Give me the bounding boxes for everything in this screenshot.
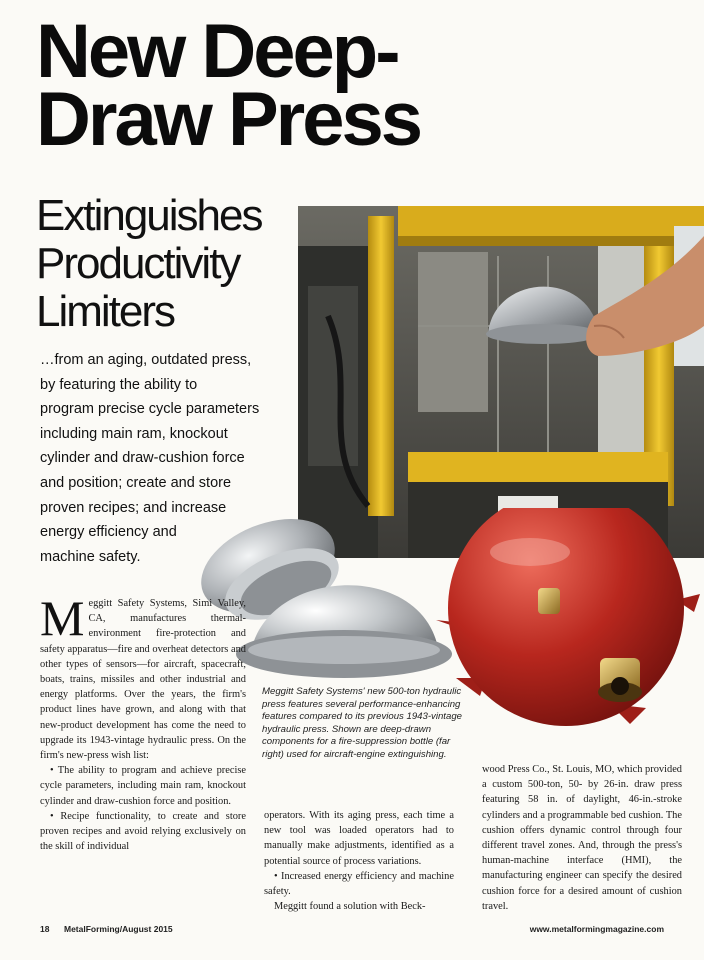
article-column-3 [482,762,682,914]
lede-line: cylinder and draw-cushion force [40,450,245,467]
lede-line: by featuring the ability to [40,376,198,393]
headline [36,9,421,162]
lede-line: energy efficiency and [40,524,177,541]
article-paragraph: • Recipe functionality, to create and store proven recipes and avoid relying exclusively on the skill of individual [40,810,246,853]
lede-line: proven recipes; and increase [40,499,227,516]
headline-line-2: Draw Press [36,77,421,162]
subheadline-line-2: Productivity [36,239,240,288]
paragraph-text: eggitt Safety Systems, Simi Valley, CA, manufactures thermal-environment fire-protection and safety apparatus—fire and overheat detectors and other types of sensors—for aircraft, spacecraft, boats, trains, missiles and other industrial and energy platforms. Over the years, the firm's product lines have grown, and along with that new-product development has come the need to upgrade its 1943-vintage hydraulic press. On the firm's new-press wish list: [40,598,246,762]
drop-cap: M [40,590,85,646]
article-column-2 [264,808,454,914]
article-paragraph [40,590,246,763]
lede-line: machine safety. [40,548,141,565]
article-paragraph: • Increased energy efficiency and machine safety. [264,870,454,898]
subheadline [36,192,261,336]
magazine-issue: MetalForming/August 2015 [64,924,173,934]
article-paragraph: Meggitt found a solution with Beck- [274,901,426,913]
photo-caption: Meggitt Safety Systems' new 500-ton hydraulic press features several performance-enhancing features compared to its previous 1943-vintage hydraulic press. Shown are deep-drawn components for a fire-suppression bottle (far right) used for aircraft-engine extinguishing. [262,686,462,760]
lede-line: …from an aging, outdated press, [40,352,252,368]
headline-line-1: New Deep- [36,9,398,94]
page-footer [40,924,664,938]
page-number: 18 [40,924,50,934]
press-photo [298,206,704,558]
subheadline-line-3: Limiters [36,287,175,336]
article-paragraph: wood Press Co., St. Louis, MO, which provided a custom 500-ton, 50- by 26-in. draw press featuring 58 in. of daylight, 46-in.-stroke cylinders and a programmable bed cushion. The cushion offers dynamic control through four different travel zones. And, through the press's human-machine interface (HMI), the manufacturing engineer can specify the desired cushion force for a desired amount of cushion travel. [482,764,682,912]
subheadline-line-1: Extinguishes [36,191,262,240]
article-column-1 [40,590,246,854]
website-url: www.metalformingmagazine.com [529,924,664,934]
article-paragraph: • The ability to program and achieve precise cycle parameters, including main ram, knockout cylinder and draw-cushion force and position. [40,765,246,807]
lede-line: including main ram, knockout [40,425,228,442]
lede-line: and position; create and store [40,474,232,491]
lede-line: program precise cycle parameters [40,401,260,418]
article-paragraph: operators. With its aging press, each time a new tool was loaded operators had to manually make adjustments, identified as a potential source of process variations. [264,810,454,867]
